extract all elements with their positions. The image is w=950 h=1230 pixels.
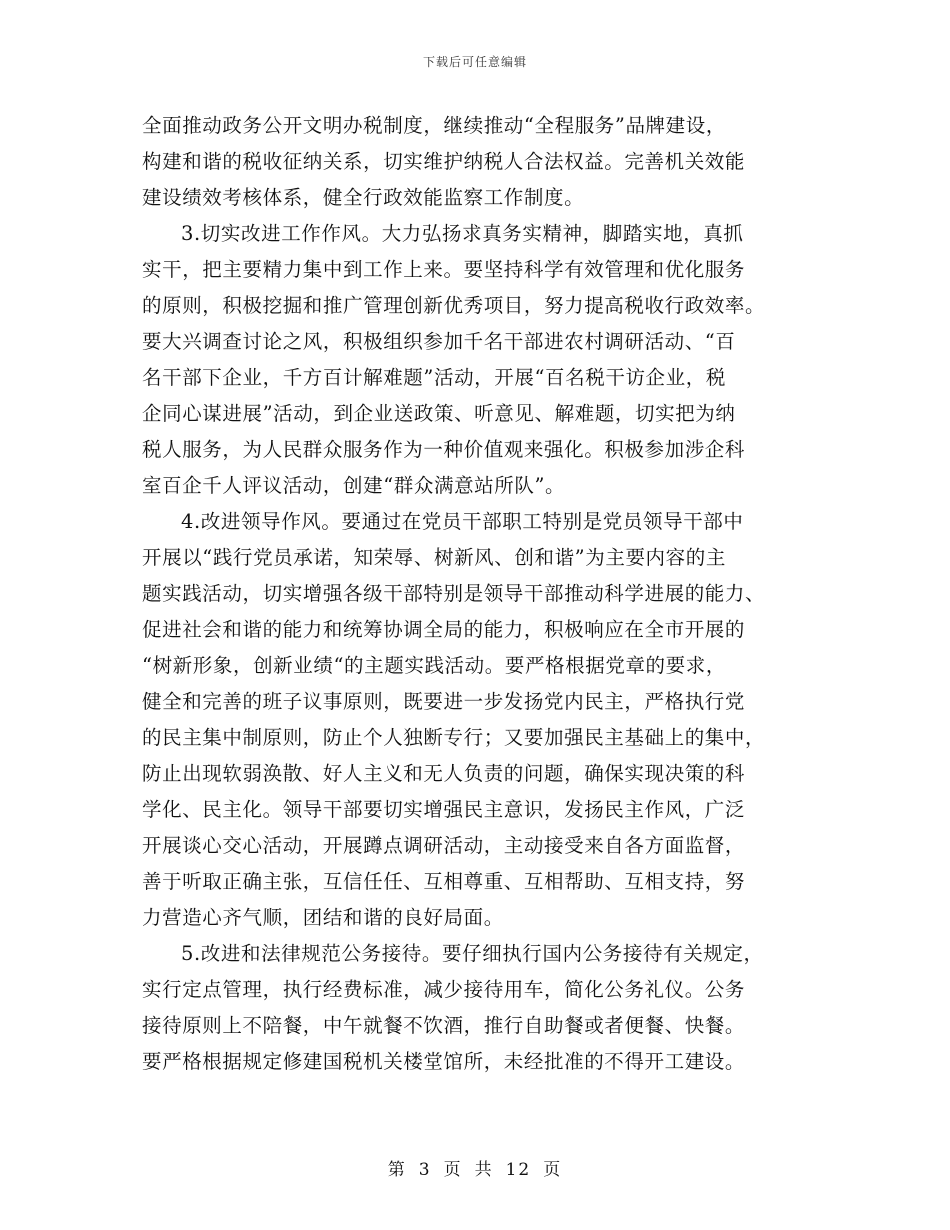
text-line: 接待原则上不陪餐，中午就餐不饮酒，推行自助餐或者便餐、快餐。 <box>142 1014 746 1037</box>
text-line: 构建和谐的税收征纳关系，切实维护纳税人合法权益。完善机关效能 <box>142 150 746 173</box>
text-line: 建设绩效考核体系，健全行政效能监察工作制度。 <box>142 186 585 209</box>
text-line: 名干部下企业，千方百计解难题”活动，开展“百名税干访企业，税 <box>142 366 726 389</box>
text-line: 开展以“践行党员承诺，知荣辱、树新风、创和谐”为主要内容的主 <box>142 546 726 569</box>
footer-suffix: 页 <box>543 1160 563 1180</box>
section-heading-line: 5.改进和法律规范公务接待。要仔细执行国内公务接待有关规定， <box>181 942 764 965</box>
text-line: 实干，把主要精力集中到工作上来。要坚持科学有效管理和优化服务 <box>142 258 746 281</box>
text-line: 促进社会和谐的能力和统筹协调全局的能力，积极响应在全市开展的 <box>142 618 746 641</box>
text-line: 室百企千人评议活动，创建“群众满意站所队”。 <box>142 474 566 497</box>
text-line: 学化、民主化。领导干部要切实增强民主意识，发扬民主作风，广泛 <box>142 798 746 821</box>
text-line: 企同心谋进展”活动，到企业送政策、听意见、解难题，切实把为纳 <box>142 402 736 425</box>
total-pages-number: 12 <box>505 1160 532 1180</box>
text-line: 开展谈心交心活动，开展蹲点调研活动，主动接受来自各方面监督， <box>142 834 746 857</box>
footer-prefix: 第 <box>387 1160 407 1180</box>
text-line: 防止出现软弱涣散、好人主义和无人负责的问题，确保实现决策的科 <box>142 762 746 785</box>
footer-page-word: 页 <box>443 1160 463 1180</box>
section-heading-line: 4.改进领导作风。要通过在党员干部职工特别是党员领导干部中 <box>181 510 744 533</box>
section-heading-line: 3.切实改进工作作风。大力弘扬求真务实精神，脚踏实地，真抓 <box>181 222 744 245</box>
text-line: 的民主集中制原则，防止个人独断专行；又要加强民主基础上的集中， <box>142 726 766 749</box>
current-page-number: 3 <box>418 1160 432 1180</box>
text-line: 题实践活动，切实增强各级干部特别是领导干部推动科学进展的能力、 <box>142 582 766 605</box>
text-line: 要大兴调查讨论之风，积极组织参加千名干部进农村调研活动、“百 <box>142 330 736 353</box>
text-line: 全面推动政务公开文明办税制度，继续推动“全程服务”品牌建设， <box>142 114 726 137</box>
text-line: 力营造心齐气顺，团结和谐的良好局面。 <box>142 906 504 929</box>
footer-total-prefix: 共 <box>474 1160 494 1180</box>
page-footer <box>0 1155 950 1180</box>
body-text <box>142 108 822 1080</box>
text-line: 实行定点管理，执行经费标准，减少接待用车，简化公务礼仪。公务 <box>142 978 746 1001</box>
text-line: “树新形象，创新业绩“的主题实践活动。要严格根据党章的要求， <box>142 654 726 677</box>
text-line: 健全和完善的班子议事原则，既要进一步发扬党内民主，严格执行党 <box>142 690 746 713</box>
text-line: 要严格根据规定修建国税机关楼堂馆所，未经批准的不得开工建设。 <box>142 1050 746 1073</box>
text-line: 税人服务，为人民群众服务作为一种价值观来强化。积极参加涉企科 <box>142 438 746 461</box>
header-note: 下载后可任意编辑 <box>422 55 527 69</box>
text-line: 善于听取正确主张，互信任任、互相尊重、互相帮助、互相支持，努 <box>142 870 746 893</box>
text-line: 的原则，积极挖掘和推广管理创新优秀项目，努力提高税收行政效率。 <box>142 294 766 317</box>
